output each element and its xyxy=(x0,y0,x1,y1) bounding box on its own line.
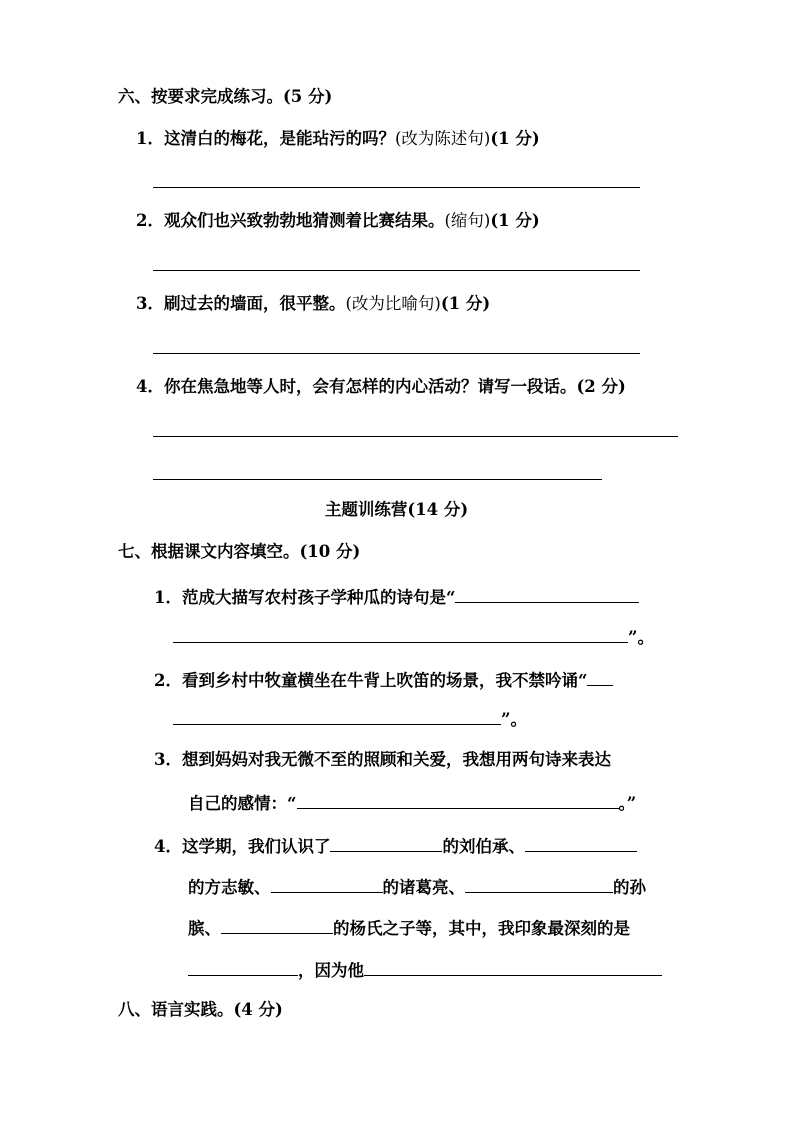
question-text: 3．刷过去的墙面，很平整。 xyxy=(136,294,346,313)
question-6-3 xyxy=(136,293,490,315)
question-score: (1 分) xyxy=(490,211,540,230)
question-text: 膑、 xyxy=(188,919,221,938)
question-text: 4．你在焦急地等人时，会有怎样的内心活动？请写一段话。 xyxy=(136,377,577,396)
fill-blank[interactable] xyxy=(525,834,637,852)
question-text: 的杨氏之子等，其中，我印象最深刻的是 xyxy=(333,919,630,938)
question-text: 的诸葛亮、 xyxy=(382,878,465,897)
question-text: 的刘伯承、 xyxy=(442,837,525,856)
answer-line[interactable] xyxy=(153,270,640,271)
question-text: 4．这学期，我们认识了 xyxy=(154,837,331,856)
fill-blank[interactable] xyxy=(455,585,639,603)
closing-quote: ”。 xyxy=(628,628,654,647)
question-6-1 xyxy=(136,128,540,150)
question-text: 的方志敏、 xyxy=(188,878,271,897)
closing-quote: ”。 xyxy=(501,710,527,729)
question-text: ，因为他 xyxy=(298,961,364,980)
question-7-3-cont xyxy=(188,791,636,815)
question-score: (2 分) xyxy=(576,377,626,396)
question-7-4-cont2 xyxy=(188,916,630,940)
fill-blank[interactable] xyxy=(297,791,619,809)
section-7-heading: 七、根据课文内容填空。(10 分) xyxy=(118,542,361,561)
question-note: (改为比喻句) xyxy=(345,294,441,313)
theme-title: 主题训练营(14 分) xyxy=(324,500,469,519)
fill-blank[interactable] xyxy=(271,875,383,893)
question-7-1-cont xyxy=(173,625,654,649)
question-note: (缩句) xyxy=(444,211,491,230)
fill-blank[interactable] xyxy=(364,958,662,976)
question-text: 2．看到乡村中牧童横坐在牛背上吹笛的场景，我不禁吟诵“ xyxy=(154,671,588,690)
question-text: 自己的感情：“ xyxy=(188,794,297,813)
question-7-4 xyxy=(154,834,637,858)
question-7-2-cont xyxy=(173,707,527,731)
fill-blank[interactable] xyxy=(221,916,333,934)
question-score: (1 分) xyxy=(490,129,540,148)
answer-line[interactable] xyxy=(153,479,602,480)
fill-blank[interactable] xyxy=(188,958,298,976)
question-7-4-cont3 xyxy=(188,958,662,982)
closing-quote: 。” xyxy=(618,794,637,813)
fill-blank[interactable] xyxy=(173,625,628,643)
question-6-4 xyxy=(136,376,626,398)
question-text: 1．范成大描写农村孩子学种瓜的诗句是“ xyxy=(154,588,456,607)
answer-line[interactable] xyxy=(153,187,640,188)
question-text: 1．这清白的梅花，是能玷污的吗？ xyxy=(136,129,395,148)
question-score: (1 分) xyxy=(440,294,491,313)
question-7-4-cont1 xyxy=(188,875,646,899)
fill-blank[interactable] xyxy=(587,668,613,686)
question-text: 2．观众们也兴致勃勃地猜测着比赛结果。 xyxy=(136,211,445,230)
question-7-3: 3．想到妈妈对我无微不至的照顾和关爱，我想用两句诗来表达 xyxy=(154,750,611,769)
answer-line[interactable] xyxy=(153,353,640,354)
question-note: (改为陈述句) xyxy=(394,129,491,148)
question-7-2 xyxy=(154,668,613,692)
fill-blank[interactable] xyxy=(173,707,501,725)
question-6-2 xyxy=(136,210,540,232)
fill-blank[interactable] xyxy=(465,875,613,893)
question-text: 的孙 xyxy=(613,878,646,897)
answer-line[interactable] xyxy=(153,436,678,437)
section-6-heading: 六、按要求完成练习。(5 分) xyxy=(118,87,333,106)
section-8-heading: 八、语言实践。(4 分) xyxy=(118,1000,283,1019)
question-7-1 xyxy=(154,585,639,609)
fill-blank[interactable] xyxy=(330,834,442,852)
